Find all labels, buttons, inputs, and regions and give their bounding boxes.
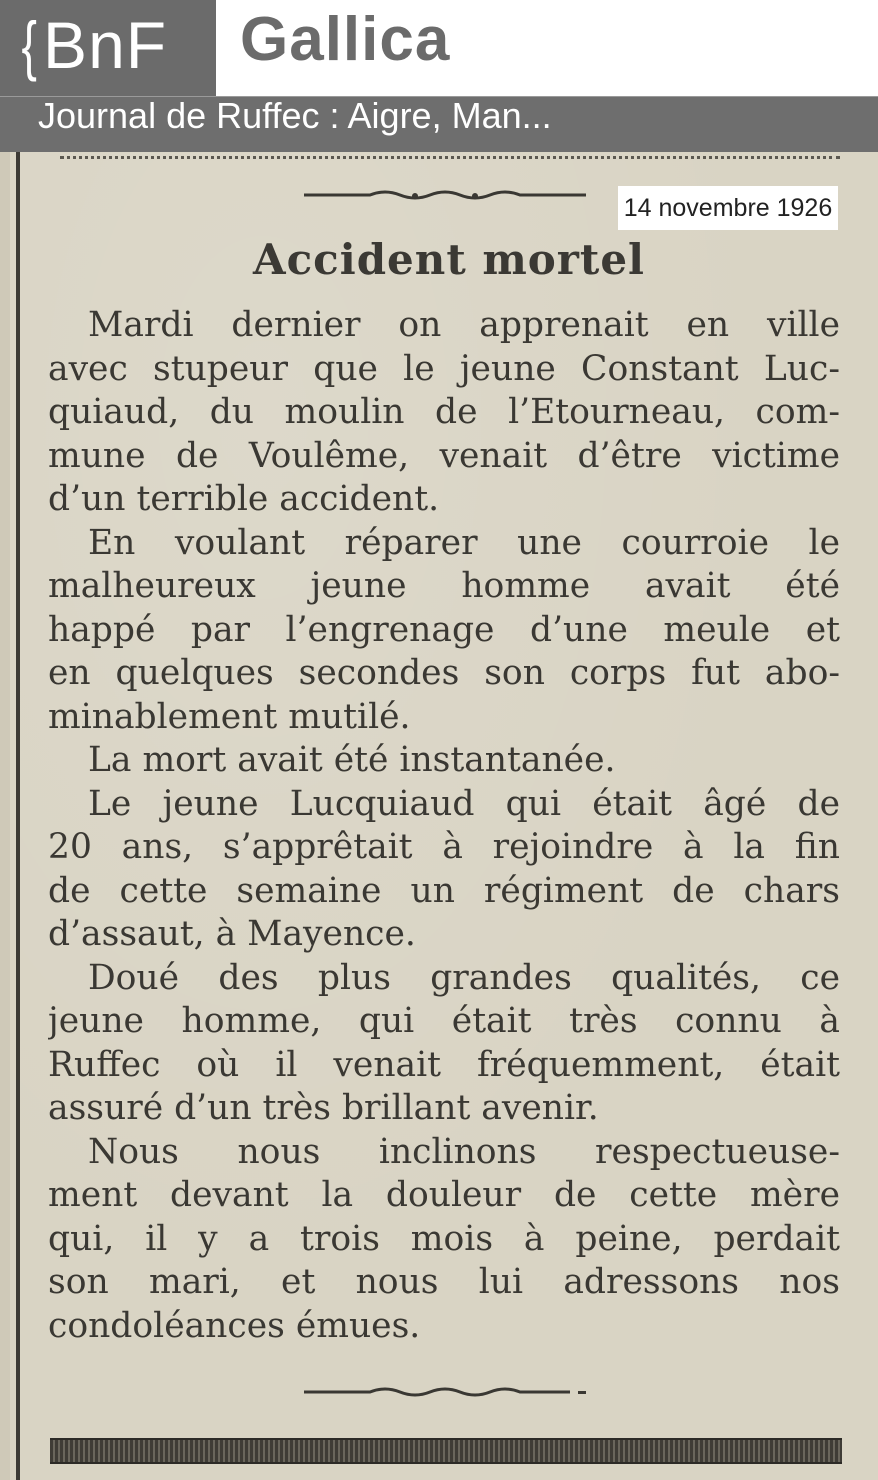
article-line: avec stupeur que le jeune Constant Luc- <box>48 348 840 389</box>
article-line: En voulant réparer une courroie le <box>88 522 840 563</box>
article-body <box>48 304 840 1348</box>
top-ornament-divider <box>300 185 590 205</box>
article-line: 20 ans, s’apprêtait à rejoindre à la fin <box>48 827 840 867</box>
article-line: qui, il y a trois mois à peine, perdait <box>48 1218 840 1259</box>
article-line: Le jeune Lucquiaud qui était âgé de <box>88 783 840 824</box>
article-line: assuré d’un très brillant avenir. <box>48 1088 599 1128</box>
article-line: d’assaut, à Mayence. <box>48 914 416 954</box>
bnf-logo[interactable] <box>0 0 216 96</box>
article-line: d’un terrible accident. <box>48 479 440 519</box>
article-line: Doué des plus grandes qualités, ce <box>88 957 840 998</box>
logo-text: BnF <box>43 8 168 82</box>
bottom-rule-bar <box>50 1438 842 1464</box>
logo-brace: { <box>21 8 38 82</box>
article-line: condoléances émues. <box>48 1305 421 1346</box>
document-title-bar <box>0 96 878 152</box>
article-line: Mardi dernier on apprenait en ville <box>88 305 840 345</box>
article-line: son mari, et nous lui adressons nos <box>48 1262 840 1302</box>
top-bar <box>0 0 878 96</box>
article-line: en quelques secondes son corps fut abo- <box>48 653 840 693</box>
article-line: jeune homme, qui était très connu à <box>48 1001 840 1041</box>
article-line: mune de Voulême, venait d’être victime <box>48 435 840 476</box>
article-line: ment devant la douleur de cette mère <box>48 1175 840 1215</box>
article-line: Nous nous inclinons respectueuse- <box>88 1131 840 1172</box>
article-headline: Accident mortel <box>253 235 645 284</box>
date-badge: 14 novembre 1926 <box>618 186 838 230</box>
article-line: quiaud, du moulin de l’Etourneau, com- <box>48 392 840 432</box>
document-title[interactable]: Journal de Ruffec : Aigre, Man... <box>38 95 552 136</box>
article-line: happé par l’engrenage d’une meule et <box>48 609 840 650</box>
article-line: Ruffec où il venait fréquemment, était <box>48 1044 840 1085</box>
article-line: de cette semaine un régiment de chars <box>48 870 840 911</box>
article-line: malheureux jeune homme avait été <box>48 566 840 606</box>
article-line: minablement mutilé. <box>48 696 411 737</box>
bottom-ornament-divider <box>300 1382 590 1402</box>
app-name[interactable]: Gallica <box>240 5 451 74</box>
article-line: La mort avait été instantanée. <box>88 740 616 780</box>
page-edge <box>0 152 10 1480</box>
previous-article-remnant <box>60 152 840 159</box>
column-rule <box>16 152 20 1480</box>
